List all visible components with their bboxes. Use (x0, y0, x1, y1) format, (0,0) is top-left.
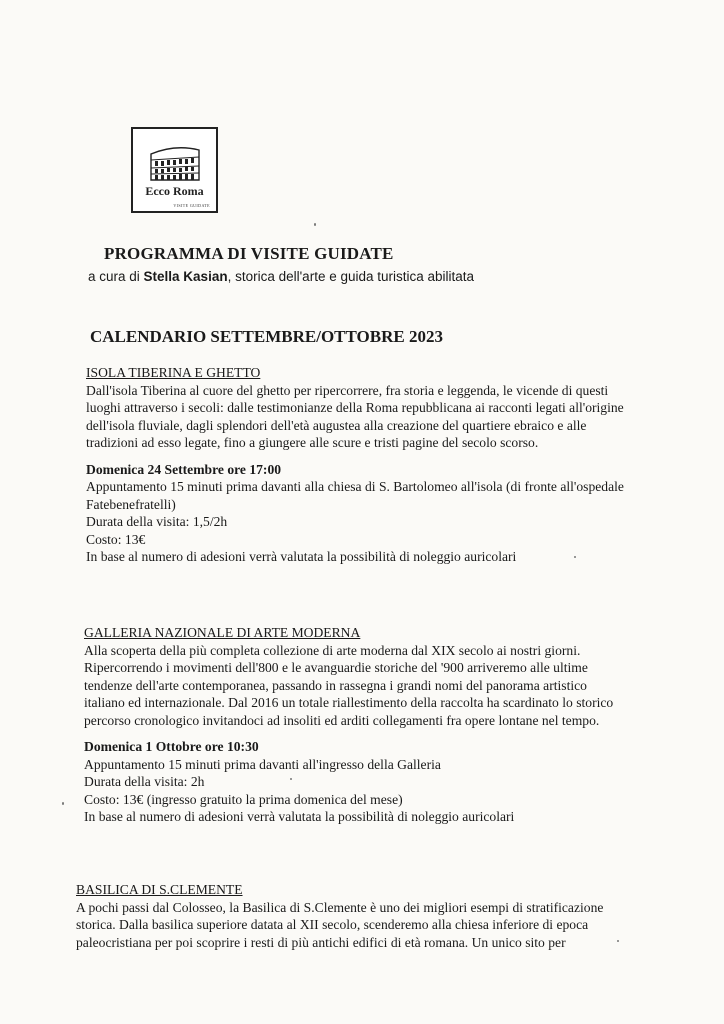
colosseum-icon (147, 142, 203, 184)
calendar-heading: CALENDARIO SETTEMBRE/OTTOBRE 2023 (90, 327, 443, 346)
tour-description-line: dell'isola fluviale, dagli splendori dell'età augustea alla creazione del quartiere ebraico e alle (86, 417, 587, 433)
tour-duration: Durata della visita: 2h (84, 774, 205, 789)
tour-description-line: storica. Dalla basilica superiore datata al XII secolo, scenderemo alla chiesa inferiore di epoca (76, 917, 589, 932)
tour-headphones-note: In base al numero di adesioni verrà valutata la possibilità di noleggio auricolari (86, 549, 517, 564)
tour-description-line: luoghi attraverso i secoli: dalle testimonianze della Roma repubblicana ai racconti legati all'origine (86, 400, 624, 415)
tour-description-line: italiano ed internazionale. Dal 2016 un totale riallestimento della raccolta ha scardinato lo storico (84, 695, 614, 710)
tour-headphones-note: In base al numero di adesioni verrà valutata la possibilità di noleggio auricolari (84, 809, 515, 824)
tour-title: BASILICA DI S.CLEMENTE (76, 882, 243, 897)
tour-date: Domenica 1 Ottobre ore 10:30 (84, 739, 259, 754)
tour-duration: Durata della visita: 1,5/2h (86, 514, 228, 529)
tour-description-line: A pochi passi dal Colosseo, la Basilica di S.Clemente è uno dei migliori esempi di stratificazione (76, 899, 604, 915)
tour-title: GALLERIA NAZIONALE DI ARTE MODERNA (84, 625, 361, 640)
tour-description-line: Dall'isola Tiberina al cuore del ghetto per ripercorrere, fra storia e leggenda, le vicende di questi (86, 382, 609, 398)
scan-speck (290, 778, 292, 780)
tour-description-line: percorso cronologico invitandoci ad insoliti ed arditi collegamenti fra opere lontane nel tempo. (84, 712, 600, 728)
scan-speck (314, 223, 316, 226)
subtitle-prefix: a cura di (88, 269, 144, 284)
tour-description-line: Ripercorrendo i movimenti dell'800 e le avanguardie storiche del '900 arriveremo alle ultime (84, 660, 588, 675)
tour-section-isola-tiberina (86, 364, 716, 566)
logo-subtitle: VISITE GUIDATE (173, 203, 210, 208)
page-subtitle (88, 269, 474, 284)
tour-description-line: paleocristiana per poi scoprire i resti di più antichi edifici di età romana. Un unico sito per (76, 934, 566, 950)
logo-name: Ecco Roma (145, 184, 204, 198)
tour-meeting-point: Appuntamento 15 minuti prima davanti all'ingresso della Galleria (84, 756, 441, 772)
tour-section-galleria-nazionale (84, 624, 714, 826)
tour-description-line: tendenze dell'arte contemporanea, passando in rassegna i grandi nomi del panorama artistico (84, 677, 587, 693)
tour-meeting-point: Appuntamento 15 minuti prima davanti alla chiesa di S. Bartolomeo all'isola (di fronte all'ospedale (86, 479, 624, 494)
tour-cost: Costo: 13€ (86, 531, 146, 547)
tour-cost: Costo: 13€ (ingresso gratuito la prima domenica del mese) (84, 791, 403, 807)
guide-name: Stella Kasian (143, 269, 228, 284)
subtitle-suffix: , storica dell'arte e guida turistica abilitata (227, 269, 475, 284)
tour-description-line: Alla scoperta della più completa collezione di arte moderna dal XIX secolo ai nostri giorni. (84, 642, 581, 658)
scan-speck (617, 940, 619, 942)
tour-meeting-point-cont: Fatebenefratelli) (86, 496, 176, 512)
tour-section-basilica-san-clemente (76, 881, 706, 951)
scan-speck (574, 556, 576, 558)
tour-title: ISOLA TIBERINA E GHETTO (86, 365, 261, 380)
tour-date: Domenica 24 Settembre ore 17:00 (86, 461, 282, 477)
page-title: PROGRAMMA DI VISITE GUIDATE (104, 244, 394, 263)
tour-description-line: tradizioni ad esso legate, fino a giungere alle scure e tristi pagine del secolo scorso. (86, 435, 539, 450)
scan-speck (62, 802, 64, 805)
ecco-roma-logo (131, 127, 218, 213)
